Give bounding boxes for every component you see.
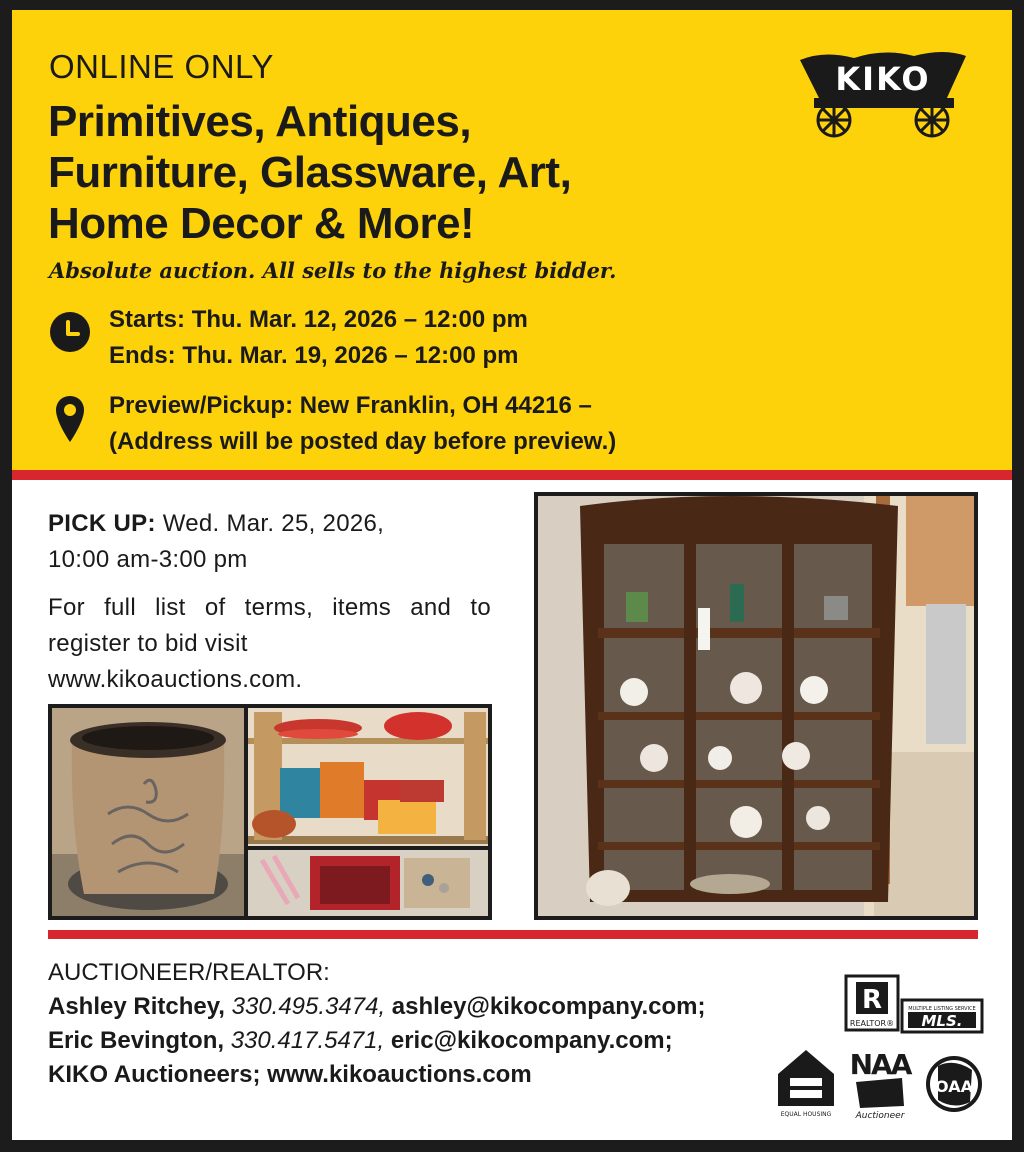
dishware-photo [248, 708, 488, 846]
auction-title [48, 96, 768, 249]
curio-cabinet-photo [534, 492, 978, 920]
contact-phone[interactable]: 330.417.5471, [230, 1027, 385, 1054]
title-line: Home Decor & More! [48, 199, 475, 248]
auction-times [109, 302, 528, 374]
preview-note: (Address will be posted day before preview.) [109, 428, 617, 455]
company-website[interactable]: www.kikoauctions.com [267, 1061, 532, 1088]
oaa-label: OAA [935, 1077, 973, 1096]
logo-text: KIKO [835, 60, 931, 98]
crock-photo [52, 708, 244, 916]
ad-panel [12, 10, 1012, 1140]
pickup-date: Wed. Mar. 25, 2026, [162, 510, 385, 537]
mls-sub: MULTIPLE LISTING SERVICE [908, 1006, 976, 1012]
equal-housing-label: EQUAL HOUSING [780, 1111, 832, 1118]
naa-sub: Auctioneer [855, 1111, 905, 1120]
contact-email[interactable]: ashley@kikocompany.com; [391, 993, 706, 1020]
contact-heading: AUCTIONEER/REALTOR: [48, 959, 330, 986]
eyebrow-online-only: ONLINE ONLY [49, 48, 274, 85]
naa-logo [850, 1048, 913, 1120]
clock-icon [50, 312, 90, 352]
pickup-hours: 10:00 am-3:00 pm [48, 546, 248, 573]
end-time: Ends: Thu. Mar. 19, 2026 – 12:00 pm [109, 342, 519, 369]
mls-logo [902, 1000, 982, 1032]
realtor-logo [846, 976, 898, 1030]
terms-text [48, 590, 491, 698]
header-banner [12, 10, 1012, 470]
title-line: Furniture, Glassware, Art, [48, 148, 572, 197]
mls-label: MLS. [921, 1012, 963, 1030]
jewelry-box-photo [248, 850, 488, 916]
divider [48, 930, 978, 939]
contact-row [48, 1024, 808, 1058]
title-line: Primitives, Antiques, [48, 97, 472, 146]
kiko-wagon-logo [794, 42, 972, 142]
contact-block [48, 956, 808, 1092]
start-time: Starts: Thu. Mar. 12, 2026 – 12:00 pm [109, 306, 528, 333]
contact-name: Ashley Ritchey, [48, 993, 225, 1020]
terms-body: For full list of terms, items and to register to bid visit [48, 594, 491, 657]
contact-phone[interactable]: 330.495.3474, [231, 993, 386, 1020]
map-pin-icon [54, 394, 86, 444]
contact-name: Eric Bevington, [48, 1027, 225, 1054]
naa-label: NAA [849, 1048, 911, 1081]
preview-line: Preview/Pickup: New Franklin, OH 44216 – [109, 392, 592, 419]
pickup-label: PICK UP: [48, 510, 156, 537]
terms-url[interactable]: www.kikoauctions.com. [48, 666, 303, 693]
tagline: Absolute auction. All sells to the highest bidder. [49, 258, 617, 283]
photo-collage [48, 704, 492, 920]
realtor-label: REALTOR® [849, 1019, 895, 1028]
svg-text:R: R [861, 985, 883, 1015]
affiliation-badges [774, 970, 984, 1120]
contact-row [48, 1058, 808, 1092]
company-name: KIKO Auctioneers; [48, 1061, 261, 1088]
equal-housing-logo [778, 1050, 834, 1118]
contact-row [48, 990, 808, 1024]
pickup-info [48, 506, 498, 578]
preview-location [109, 388, 616, 460]
divider [12, 470, 1012, 480]
oaa-logo [926, 1056, 982, 1112]
contact-email[interactable]: eric@kikocompany.com; [390, 1027, 673, 1054]
